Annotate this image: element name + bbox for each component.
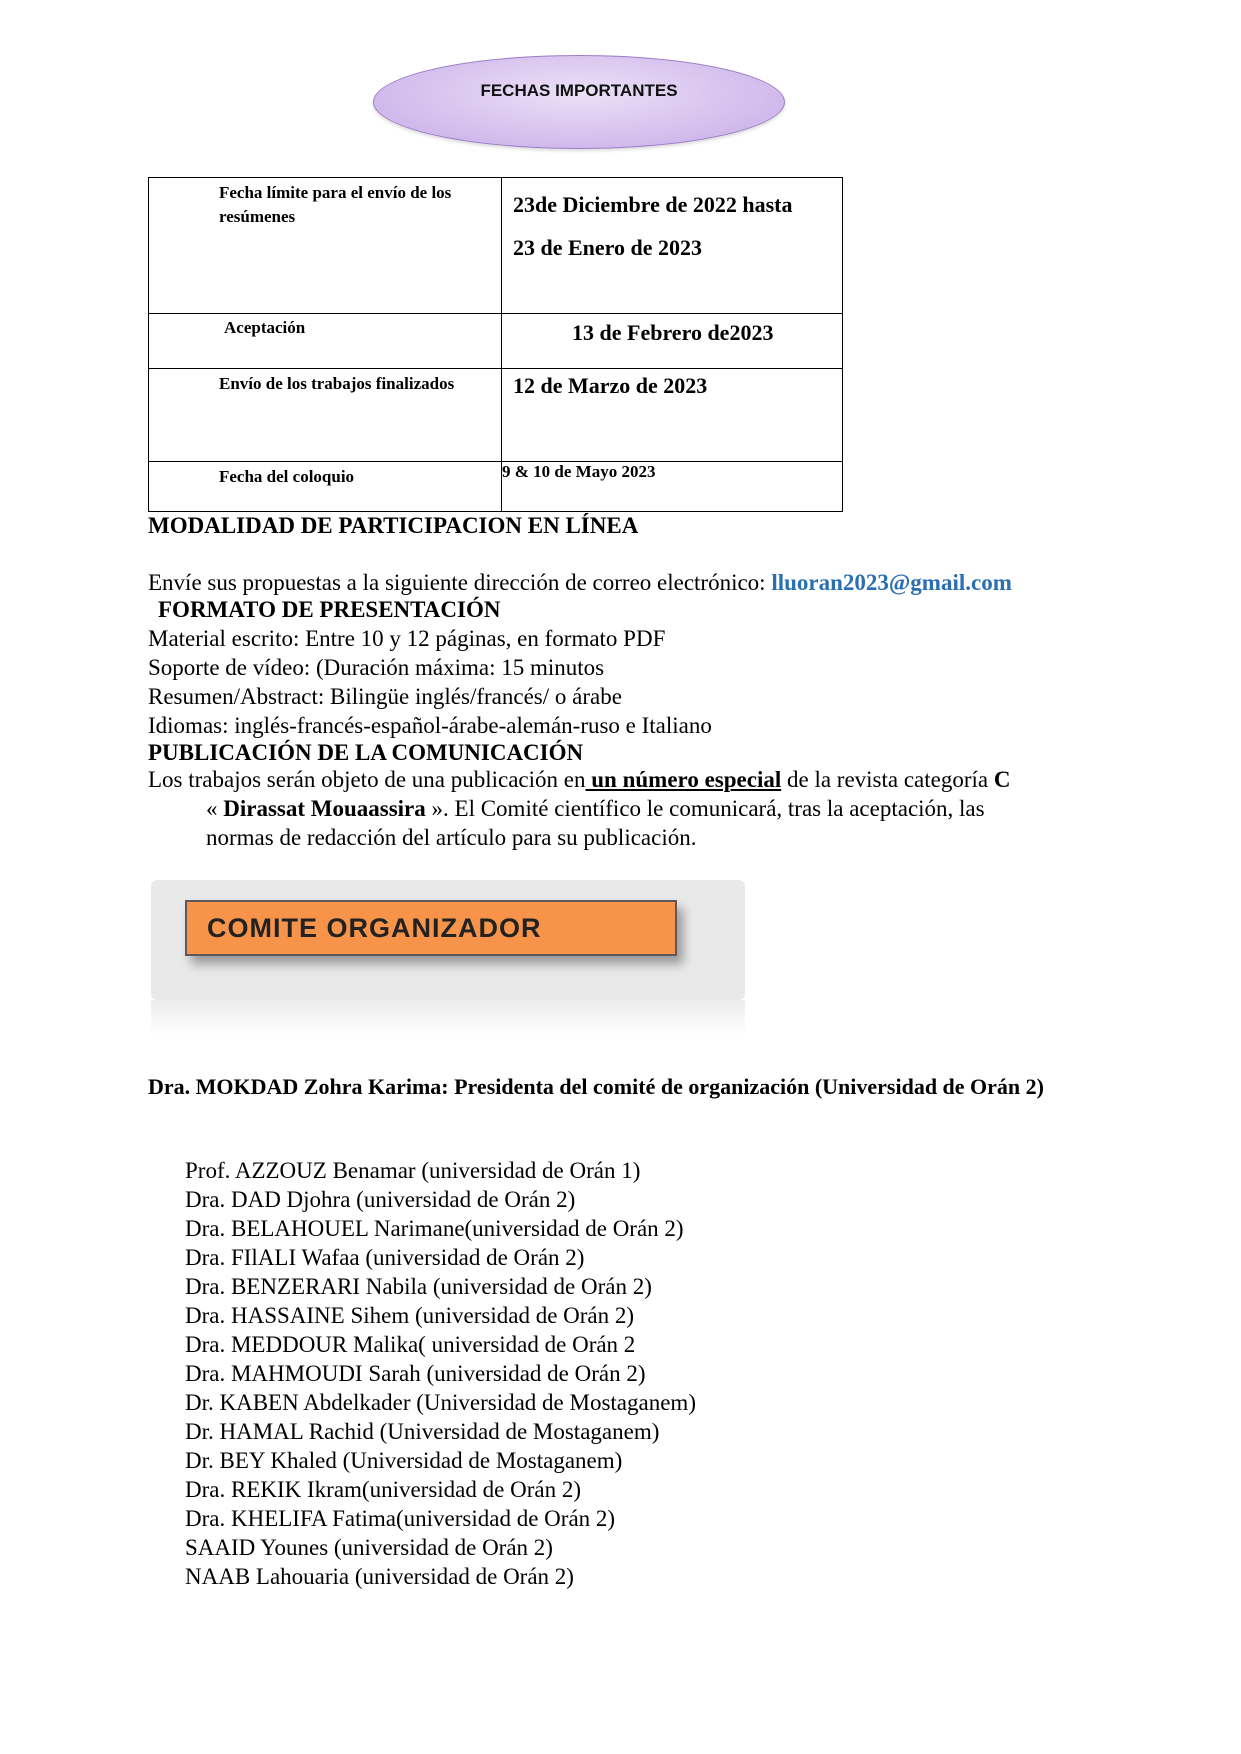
- date-value: 13 de Febrero de2023: [572, 320, 774, 345]
- date-value: [502, 178, 842, 269]
- comite-banner: [185, 900, 677, 956]
- date-label-cell: [149, 462, 502, 512]
- date-label-cell: [149, 369, 502, 462]
- date-label-cell: [149, 314, 502, 369]
- date-label: Fecha límite para el envío de los resúmenes: [219, 183, 452, 226]
- date-value-line: 23de Diciembre de 2022 hasta: [513, 192, 793, 217]
- pub-highlight: un número especial: [585, 767, 782, 792]
- list-item: SAAID Younes (universidad de Orán 2): [185, 1535, 553, 1560]
- journal-name: Dirassat Mouaassira: [223, 796, 426, 821]
- list-item: Dra. KHELIFA Fatima(universidad de Orán 2): [185, 1506, 616, 1531]
- list-item: Dra. BELAHOUEL Narimane(universidad de Orán 2): [185, 1216, 684, 1241]
- list-item: Dra. MEDDOUR Malika( universidad de Orán 2: [185, 1332, 636, 1357]
- date-value-line: 23 de Enero de 2023: [513, 235, 703, 260]
- formato-line: Soporte de vídeo: (Duración máxima: 15 minutos: [148, 655, 605, 680]
- modalidad-heading: MODALIDAD DE PARTICIPACION EN LÍNEA: [148, 513, 639, 538]
- pub-text: Los trabajos serán objeto de una publicación en: [148, 767, 586, 792]
- pub-line: [148, 794, 1098, 823]
- list-item: Dr. KABEN Abdelkader (Universidad de Mostaganem): [185, 1390, 696, 1415]
- comite-banner-label: COMITE ORGANIZADOR: [207, 912, 542, 943]
- list-item: Dra. MAHMOUDI Sarah (universidad de Orán 2): [185, 1361, 646, 1386]
- page-title: FECHAS IMPORTANTES: [480, 81, 678, 100]
- list-item: Dra. DAD Djohra (universidad de Orán 2): [185, 1187, 576, 1212]
- date-label: Envío de los trabajos finalizados: [219, 374, 455, 393]
- header-ellipse: [373, 55, 785, 149]
- publicacion-heading: PUBLICACIÓN DE LA COMUNICACIÓN: [148, 740, 584, 765]
- date-label: Fecha del coloquio: [219, 467, 355, 486]
- table-row: [149, 178, 843, 314]
- date-label: Aceptación: [224, 318, 306, 337]
- publicacion-paragraph: [148, 765, 1098, 852]
- modalidad-instruction: Envíe sus propuestas a la siguiente dirección de correo electrónico:: [148, 570, 772, 595]
- list-item: Dra. REKIK Ikram(universidad de Orán 2): [185, 1477, 581, 1502]
- quote-open: «: [206, 796, 224, 821]
- date-value-cell: [502, 462, 843, 512]
- list-item: Dra. FIlALI Wafaa (universidad de Orán 2): [185, 1245, 585, 1270]
- pub-text: ». El Comité científico le comunicará, tras la aceptación, las: [425, 796, 985, 821]
- members-list: [185, 1156, 696, 1591]
- email-link[interactable]: lluoran2023@gmail.com: [771, 570, 1012, 595]
- president-entry: Dra. MOKDAD Zohra Karima: Presidenta del comité de organización (Universidad de Orán 2): [148, 1074, 1044, 1099]
- list-item: Prof. AZZOUZ Benamar (universidad de Orán 1): [185, 1158, 641, 1183]
- list-item: Dr. BEY Khaled (Universidad de Mostaganem): [185, 1448, 623, 1473]
- comite-banner-reflection: [151, 1000, 745, 1035]
- formato-line: Resumen/Abstract: Bilingüe inglés/francés/ o árabe: [148, 684, 622, 709]
- modalidad-text: [148, 570, 1012, 596]
- table-row: [149, 369, 843, 462]
- pub-line: normas de redacción del artículo para su publicación.: [206, 825, 697, 850]
- dates-table: [148, 177, 843, 512]
- pub-text: de la revista categoría: [781, 767, 994, 792]
- date-value-cell: [502, 369, 843, 462]
- table-row: [149, 314, 843, 369]
- list-item: Dr. HAMAL Rachid (Universidad de Mostaganem): [185, 1419, 660, 1444]
- date-value-cell: [502, 178, 843, 314]
- list-item: NAAB Lahouaria (universidad de Orán 2): [185, 1564, 574, 1589]
- date-value: 9 & 10 de Mayo 2023: [502, 462, 656, 481]
- formato-line: Material escrito: Entre 10 y 12 páginas, en formato PDF: [148, 626, 666, 651]
- date-value: 12 de Marzo de 2023: [513, 373, 708, 398]
- date-label-cell: [149, 178, 502, 314]
- date-value-cell: [502, 314, 843, 369]
- list-item: Dra. BENZERARI Nabila (universidad de Orán 2): [185, 1274, 652, 1299]
- pub-category: C: [993, 767, 1011, 792]
- table-row: [149, 462, 843, 512]
- formato-line: Idiomas: inglés-francés-español-árabe-alemán-ruso e Italiano: [148, 713, 712, 738]
- formato-heading: FORMATO DE PRESENTACIÓN: [158, 597, 501, 622]
- list-item: Dra. HASSAINE Sihem (universidad de Orán 2): [185, 1303, 635, 1328]
